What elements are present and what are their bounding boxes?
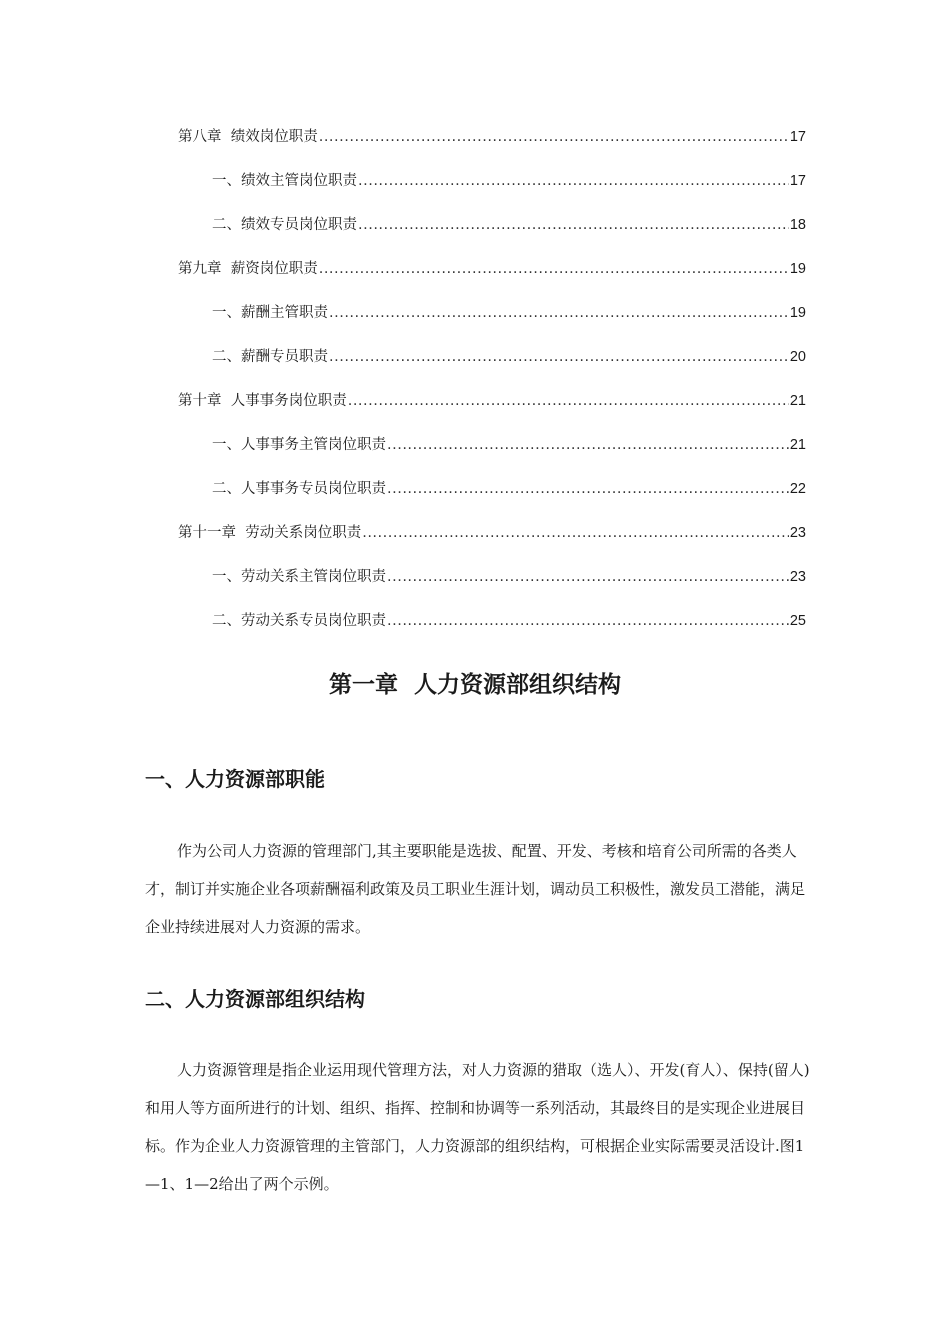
toc-leader-dots [329, 346, 789, 368]
toc-entry-label: 一、绩效主管岗位职责 [212, 173, 357, 189]
toc-entry[interactable] [178, 170, 806, 214]
toc-leader-dots [387, 610, 789, 632]
toc-entry[interactable] [178, 214, 806, 258]
toc-entry-page: 20 [789, 349, 806, 365]
toc-entry-label: 二、绩效专员岗位职责 [212, 217, 357, 233]
toc-entry-label: 第十一章 劳动关系岗位职责 [178, 525, 362, 541]
toc-entry-chapter-11[interactable] [178, 522, 806, 566]
toc-entry-label: 第九章 薪资岗位职责 [178, 261, 318, 277]
toc-leader-dots [387, 566, 789, 588]
toc-entry-label: 一、劳动关系主管岗位职责 [212, 569, 386, 585]
toc-entry-label: 二、人事事务专员岗位职责 [212, 481, 386, 497]
toc-entry-chapter-9[interactable] [178, 258, 806, 302]
toc-entry-page: 21 [789, 437, 806, 453]
section-paragraph-functions: 作为公司人力资源的管理部门,其主要职能是选拔、配置、开发、考核和培育公司所需的各类人才，制订并实施企业各项薪酬福利政策及员工职业生涯计划，调动员工积极性，激发员工潜能，满足企业持续进展对人力资源的需求。 [145, 842, 806, 936]
toc-leader-dots [319, 126, 789, 148]
toc-entry-page: 19 [789, 261, 806, 277]
toc-leader-dots [329, 302, 789, 324]
toc-leader-dots [358, 170, 789, 192]
toc-leader-dots [362, 522, 789, 544]
section-heading-structure: 二、人力资源部组织结构 [145, 987, 365, 1011]
toc-entry[interactable] [178, 302, 806, 346]
toc-entry-page: 17 [789, 173, 806, 189]
toc-entry[interactable] [178, 346, 806, 390]
toc-entry-label: 二、劳动关系专员岗位职责 [212, 613, 386, 629]
toc-entry[interactable] [178, 478, 806, 522]
toc-leader-dots [387, 478, 789, 500]
toc-entry-page: 22 [789, 481, 806, 497]
toc-entry-page: 23 [789, 569, 806, 585]
toc-entry-page: 17 [789, 129, 806, 145]
toc-entry-label: 第八章 绩效岗位职责 [178, 129, 318, 145]
toc-entry-label: 第十章 人事事务岗位职责 [178, 393, 347, 409]
toc-entry[interactable] [178, 434, 806, 478]
toc-leader-dots [358, 214, 789, 236]
toc-entry[interactable] [178, 566, 806, 610]
toc-entry-page: 19 [789, 305, 806, 321]
toc-entry-chapter-8[interactable] [178, 126, 806, 170]
toc-leader-dots [387, 434, 789, 456]
toc-entry-label: 一、人事事务主管岗位职责 [212, 437, 386, 453]
toc-entry-page: 23 [789, 525, 806, 541]
toc-entry[interactable] [178, 610, 806, 654]
section-paragraph-structure: 人力资源管理是指企业运用现代管理方法，对人力资源的猎取（选人）、开发(育人）、保持(留人)和用人等方面所进行的计划、组织、指挥、控制和协调等一系列活动，其最终目的是实现企业进展目标。作为企业人力资源管理的主管部门，人力资源部的组织结构，可根据企业实际需要灵活设计.图1—1、1—2给出了两个示例。 [145, 1061, 810, 1193]
toc-leader-dots [319, 258, 789, 280]
section-heading-functions: 一、人力资源部职能 [145, 767, 325, 791]
toc-entry-label: 一、薪酬主管职责 [212, 305, 328, 321]
toc-entry-page: 18 [789, 217, 806, 233]
toc-entry-label: 二、薪酬专员职责 [212, 349, 328, 365]
toc-entry-page: 21 [789, 393, 806, 409]
toc-entry-chapter-10[interactable] [178, 390, 806, 434]
toc-leader-dots [348, 390, 789, 412]
chapter-title: 第一章 人力资源部组织结构 [328, 672, 621, 698]
toc-entry-page: 25 [789, 613, 806, 629]
table-of-contents [178, 126, 806, 654]
